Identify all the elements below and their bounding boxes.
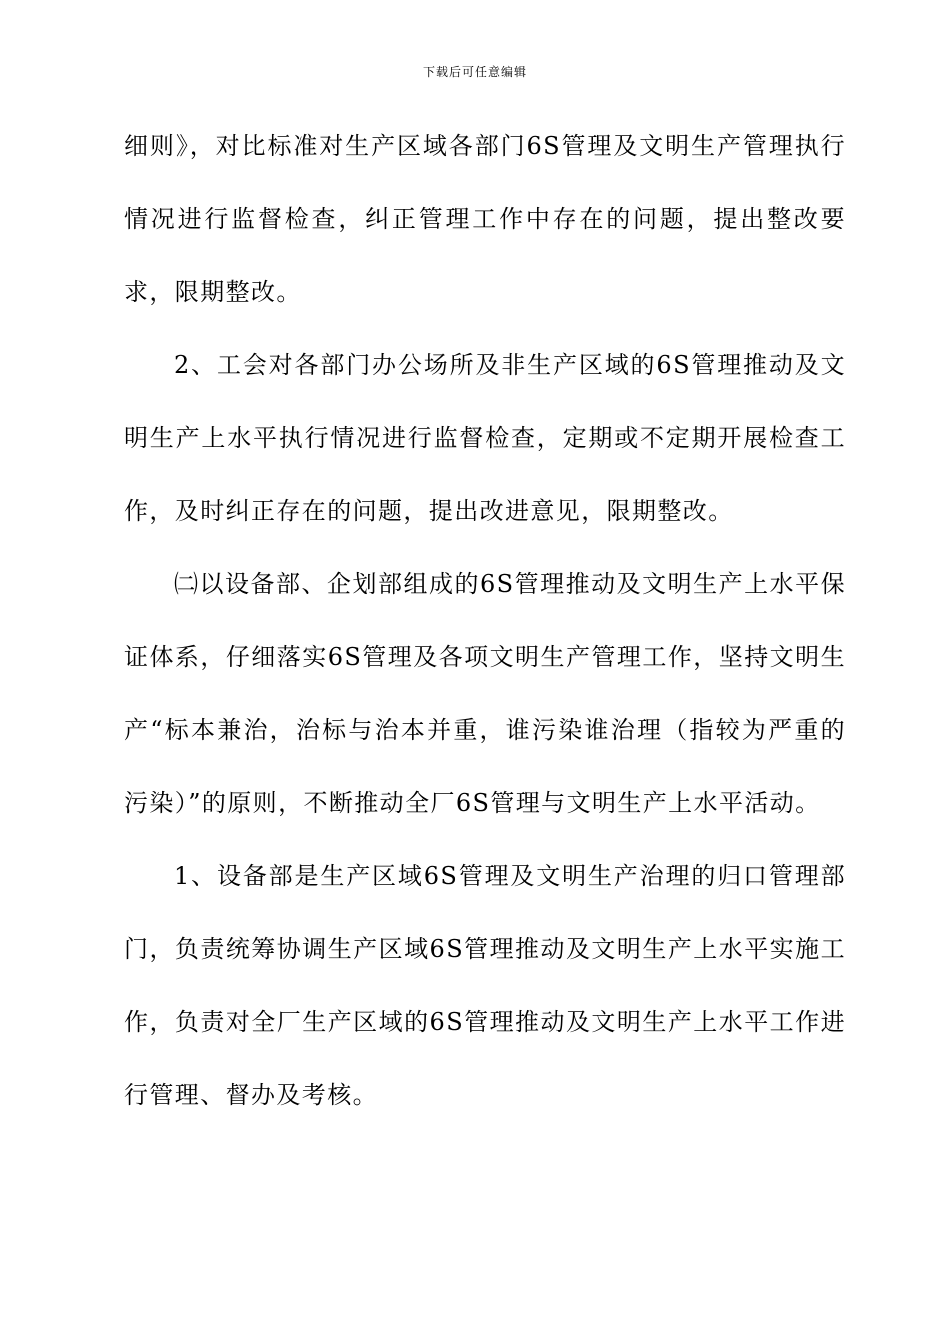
paragraph-union-supervision: 2、工会对各部门办公场所及非生产区域的6S管理推动及文明生产上水平执行情况进行监督检查，定期或不定期开展检查工作，及时纠正存在的问题，提出改进意见，限期整改。 [124, 351, 846, 525]
paragraph-continuation: 细则》，对比标准对生产区域各部门6S管理及文明生产管理执行情况进行监督检查，纠正管理工作中存在的问题，提出整改要求，限期整改。 [124, 132, 846, 306]
document-body [124, 110, 846, 1132]
paragraph-guarantee-system: ㈡以设备部、企划部组成的6S管理推动及文明生产上水平保证体系，仔细落实6S管理及各项文明生产管理工作，坚持文明生产“标本兼治，治标与治本并重，谁污染谁治理（指较为严重的污染）”的原则，不断推动全厂6S管理与文明生产上水平活动。 [124, 570, 846, 817]
page-header-note: 下载后可任意编辑 [422, 65, 527, 79]
paragraph-equipment-department: 1、设备部是生产区域6S管理及文明生产治理的归口管理部门，负责统筹协调生产区域6S管理推动及文明生产上水平实施工作，负责对全厂生产区域的6S管理推动及文明生产上水平工作进行管理、督办及考核。 [124, 862, 846, 1109]
